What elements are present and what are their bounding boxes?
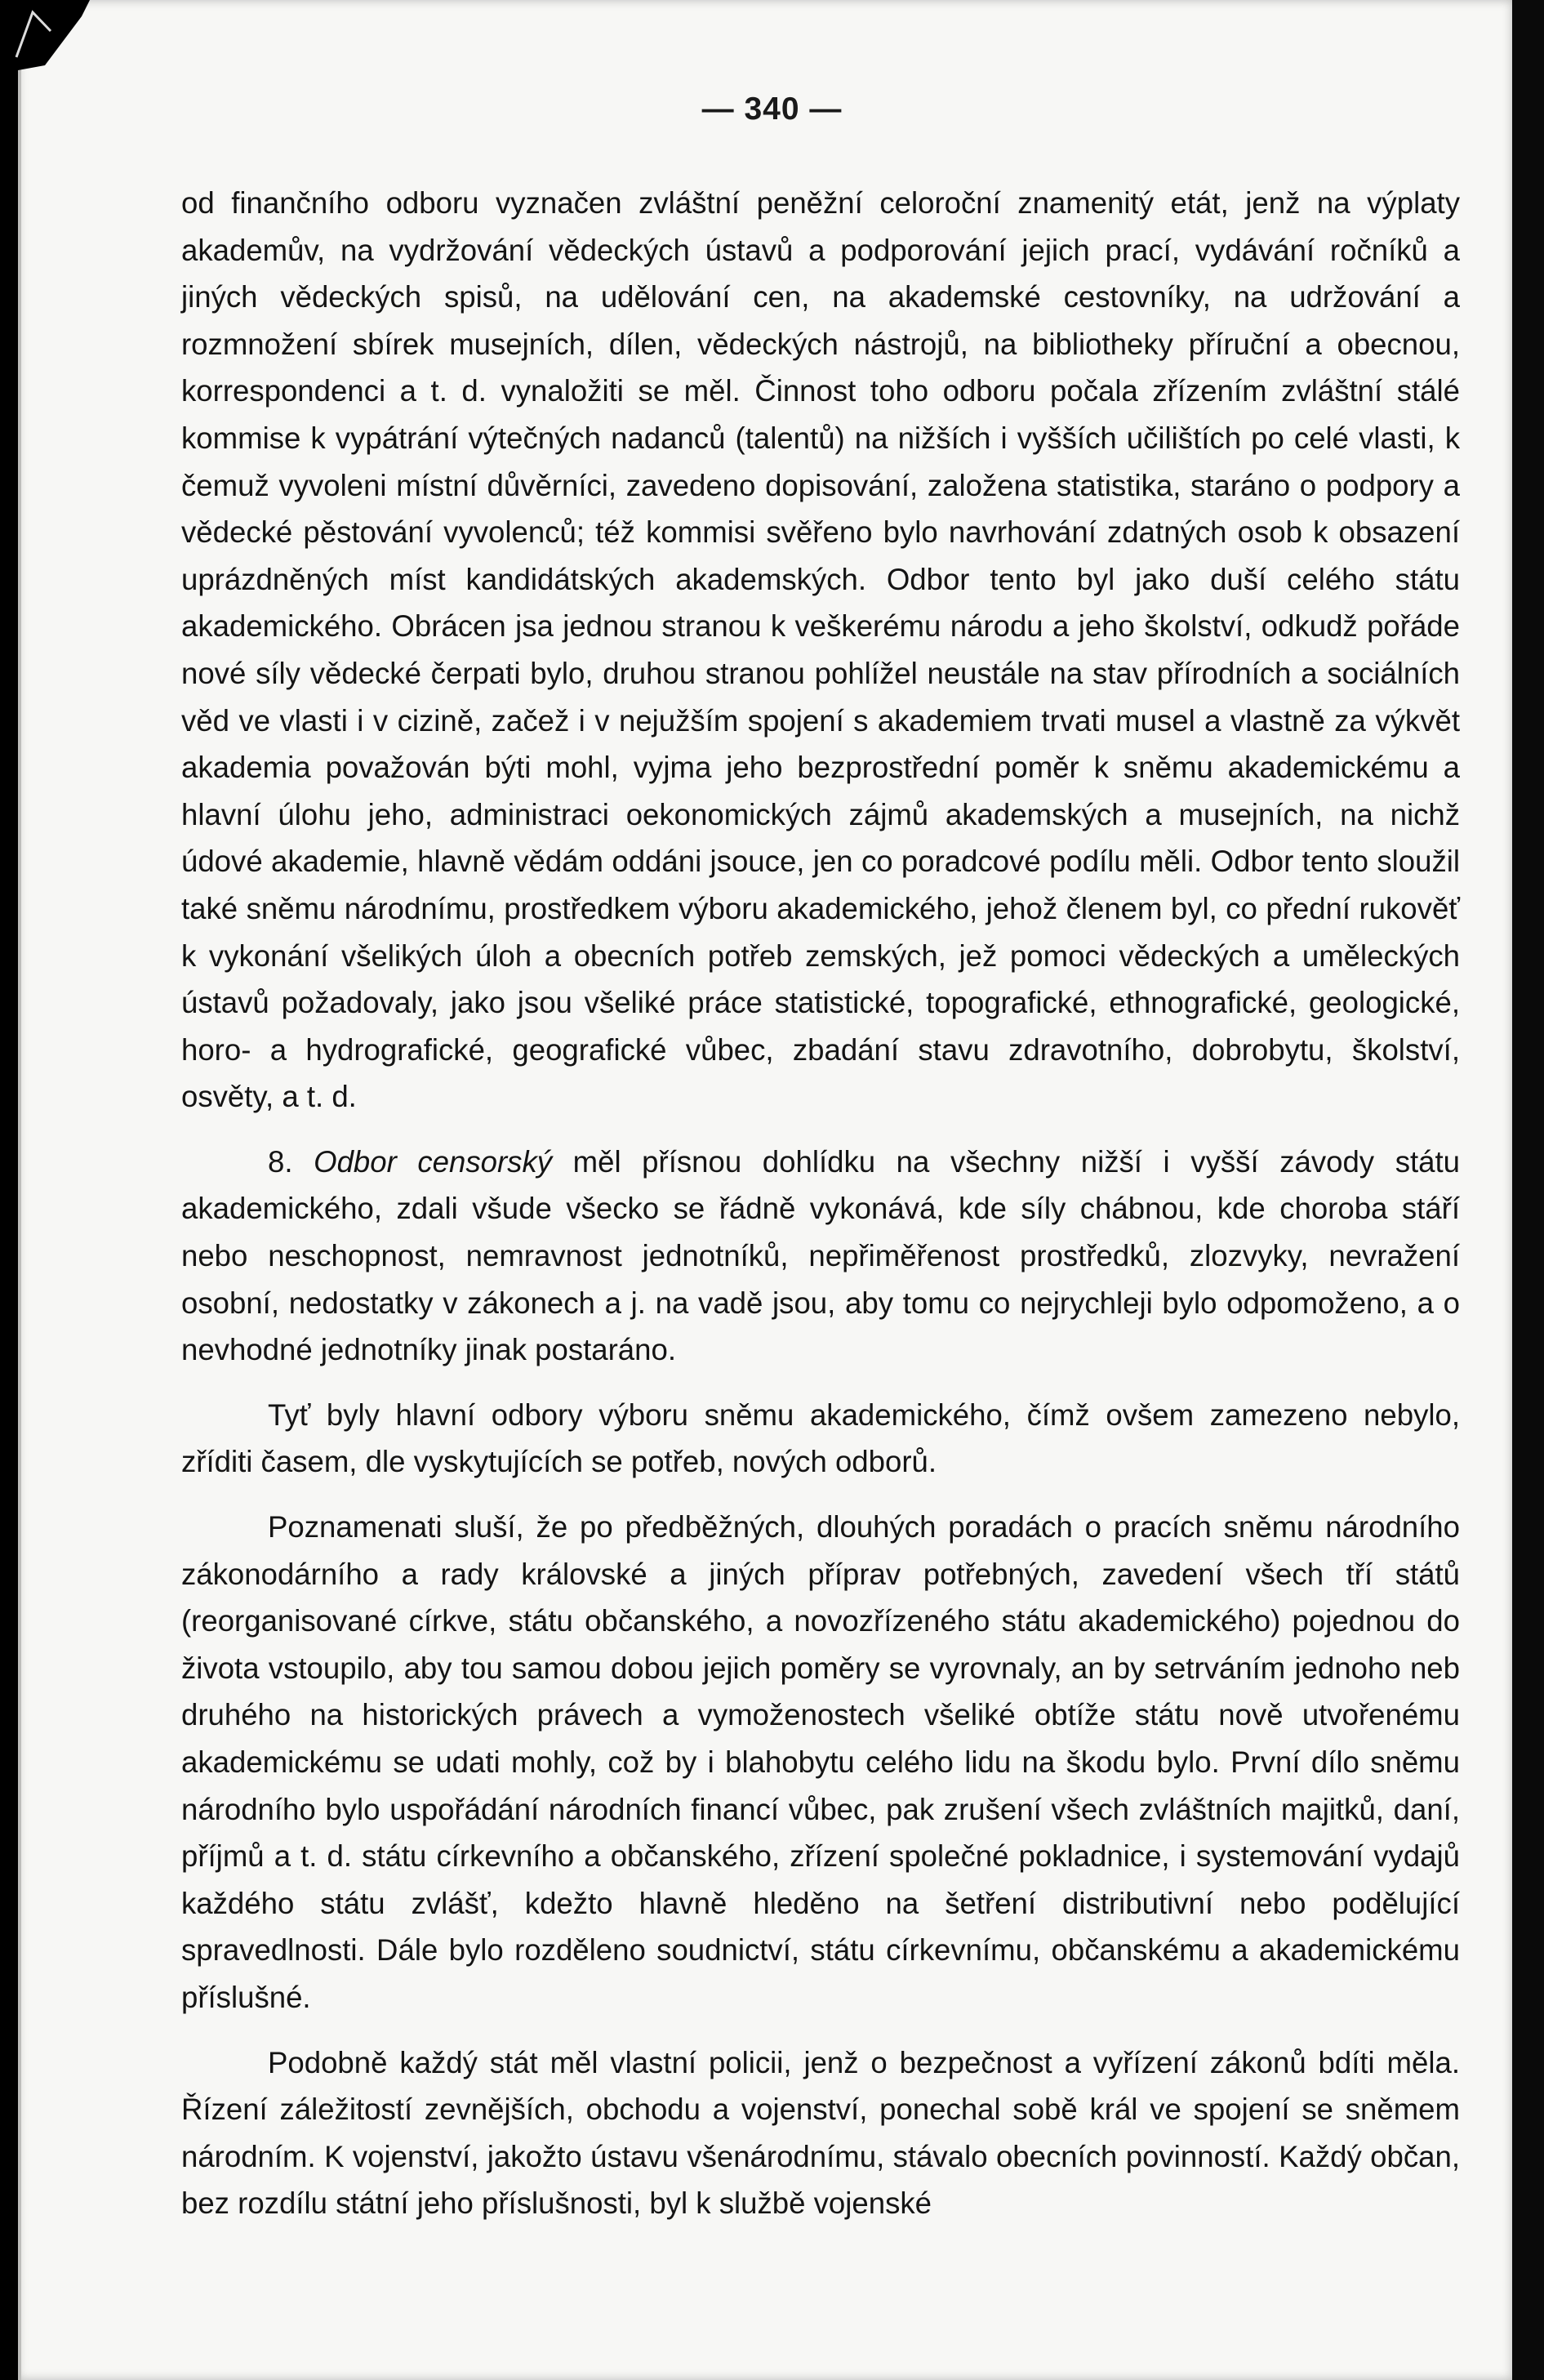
page-body (181, 180, 1460, 2227)
scan-margin-right (1512, 0, 1544, 2380)
section-title: Odbor censorský (314, 1144, 553, 1179)
section-number: 8. (268, 1144, 293, 1179)
paragraph-2-text: měl přísnou dohlídku na všechny nižší i vyšší závody státu akademického, zdali všude všecko se řádně vykonává, kde síly chábnou, kde choroba stáří nebo neschopnost, nemravnost jednotníků, nepřiměřenost prostředků, zlozvyky, nevražení osobní, nedostatky v zákonech a j. na vadě jsou, aby tomu co nejrychleji bylo odpomoženo, a o nevhodné jednotníky jinak postaráno. (181, 1144, 1460, 1367)
page-edge (18, 0, 21, 2380)
paragraph-2 (181, 1139, 1460, 1374)
corner-fold-mark (0, 0, 90, 74)
paragraph-5: Podobně každý stát měl vlastní policii, jenž o bezpečnost a vyřízení zákonů bdíti měla. Řízení záležitostí zevnějších, obchodu a vojenství, ponechal sobě král ve spojení se sněmem národním. K vojenství, jakožto ústavu všenárodnímu, stávalo obecních povinností. Každý občan, bez rozdílu státní jeho příslušnosti, byl k službě vojenské (181, 2045, 1460, 2221)
paragraph-3: Tyť byly hlavní odbory výboru sněmu akademického, čímž ovšem zamezeno nebylo, zříditi časem, dle vyskytujících se potřeb, nových odborů. (181, 1397, 1460, 1479)
paragraph-1: od finančního odboru vyznačen zvláštní peněžní celoroční znamenitý etát, jenž na výplaty akademův, na vydržování vědeckých ústavů a podporování jejich prací, vydávání ročníků a jiných vědeckých spisů, na udělování cen, na akademské cestovníky, na udržování a rozmnožení sbírek musejních, dílen, vědeckých nástrojů, na bibliotheky příruční a obecnou, korrespondenci a t. d. vynaložiti se měl. Činnost toho odboru počala zřízením zvláštní stálé kommise k vypátrání výtečných nadanců (talentů) na nižších i vyšších učilištích po celé vlasti, k čemuž vyvoleni místní důvěrníci, zavedeno dopisování, založena statistika, staráno o podpory a vědecké pěstování vyvolenců; též kommisi svěřeno bylo navrhování zdatných osob k obsazení uprázdněných míst kandidátských akademských. Odbor tento byl jako duší celého státu akademického. Obrácen jsa jednou stranou k veškerému národu a jeho školství, odkudž pořáde nové síly vědecké čerpati bylo, druhou stranou pohlížel neustále na stav přírodních a sociálních věd ve vlasti i v cizině, začež i v nejužším spojení s akademiem trvati musel a vlastně za výkvět akademia považován býti mohl, vyjma jeho bezprostřední poměr k sněmu akademickému a hlavní úlohu jeho, administraci oekonomických zájmů akademských a musejních, na nichž údové akademie, hlavně vědám oddáni jsouce, jen co poradcové podílu měli. Odbor tento sloužil také sněmu národnímu, prostředkem výboru akademického, jehož členem byl, co přední rukověť k vykonání všelikých úloh a obecních potřeb zemských, jež pomoci vědeckých a uměleckých ústavů požadovaly, jako jsou všeliké práce statistické, topografické, ethnografické, geologické, horo- a hydrografické, geografické vůbec, zbadání stavu zdravotního, dobrobytu, školství, osvěty, a t. d. (181, 186, 1460, 1114)
paragraph-4: Poznamenati sluší, že po předběžných, dlouhých poradách o pracích sněmu národního zákonodárního a rady královské a jiných příprav potřebných, zavedení všech tří států (reorganisované církve, státu občanského, a novozřízeného státu akademického) pojednou do života vstoupilo, aby tou samou dobou jejich poměry se vyrovnaly, an by setrváním jednoho neb druhého na historických právech a vymoženostech všeliké obtíže státu nově utvořenému akademickému se udati mohly, což by i blahobytu celého lidu na škodu bylo. První dílo sněmu národního bylo uspořádání národních financí vůbec, pak zrušení všech zvláštních majitků, daní, příjmů a t. d. státu církevního a občanského, zřízení společné pokladnice, i systemování vydajů každého státu zvlášť, kdežto hlavně hleděno na šetření distributivní nebo podělující spravedlnosti. Dále bylo rozděleno soudnictví, státu církevnímu, občanskému a akademickému příslušné. (181, 1510, 1460, 2014)
page-number: — 340 — (701, 91, 843, 127)
